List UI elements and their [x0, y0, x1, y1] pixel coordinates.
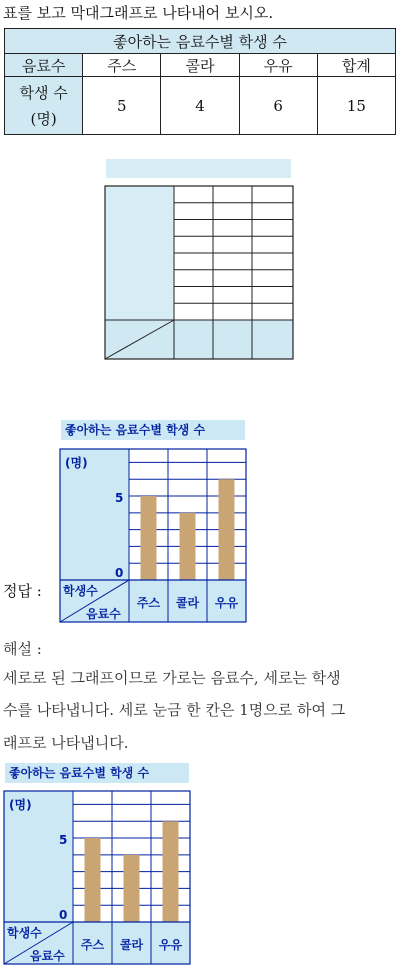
table-cell: 5 [83, 77, 161, 135]
chart-2 [3, 790, 193, 966]
column-header: 합계 [317, 54, 395, 77]
corner-label-bottom: 음료수 [86, 607, 121, 621]
bar-주스 [141, 496, 157, 580]
unit-label: (명) [65, 456, 88, 470]
blank-label-row [105, 320, 293, 359]
table-cell: 4 [161, 77, 239, 135]
bar-주스 [85, 838, 101, 922]
corner-label-bottom: 음료수 [30, 949, 65, 963]
category-label: 주스 [80, 938, 105, 952]
blank-graph-grid [104, 185, 294, 361]
explanation-line: 수를 나타냅니다. 세로 눈금 한 칸은 1명으로 하여 그 [3, 701, 346, 719]
unit-label: (명) [9, 798, 32, 812]
bar-우유 [219, 479, 235, 580]
answer-label: 정답 : [3, 582, 42, 600]
category-label: 주스 [136, 596, 161, 610]
blank-graph-title-box [106, 159, 291, 178]
bar-콜라 [180, 513, 196, 580]
category-label: 콜라 [175, 596, 200, 610]
bar-우유 [163, 821, 179, 922]
explanation-line: 세로로 된 그래프이므로 가로는 음료수, 세로는 학생 [3, 669, 341, 687]
chart-1 [59, 448, 249, 624]
category-label: 콜라 [119, 938, 144, 952]
bar-콜라 [124, 855, 140, 922]
value-header-line1: 학생 수 [19, 83, 68, 102]
column-header: 콜라 [161, 54, 239, 77]
corner-label-top: 학생수 [63, 584, 98, 598]
chart-title: 좋아하는 음료수별 학생 수 [61, 420, 245, 440]
value-header-line2: (명) [30, 109, 57, 128]
chart-title: 좋아하는 음료수별 학생 수 [5, 763, 189, 783]
explanation-line: 래프로 나타냅니다. [3, 734, 129, 752]
explanation-label: 해설 : [3, 640, 42, 658]
table-caption: 좋아하는 음료수별 학생 수 [5, 29, 396, 54]
value-header [5, 77, 83, 135]
question-text: 표를 보고 막대그래프로 나타내어 보시오. [3, 4, 274, 22]
row-header: 음료수 [5, 54, 83, 77]
table-cell: 15 [317, 77, 395, 135]
y-tick-label: 0 [115, 566, 124, 580]
blank-axis-area [105, 186, 174, 320]
y-tick-label: 5 [59, 833, 68, 847]
corner-label-top: 학생수 [7, 926, 42, 940]
y-tick-label: 0 [59, 908, 68, 922]
column-header: 우유 [239, 54, 317, 77]
y-tick-label: 5 [115, 491, 124, 505]
category-label: 우유 [158, 938, 183, 952]
table-cell: 6 [239, 77, 317, 135]
category-label: 우유 [214, 596, 239, 610]
data-table [4, 28, 396, 135]
column-header: 주스 [83, 54, 161, 77]
